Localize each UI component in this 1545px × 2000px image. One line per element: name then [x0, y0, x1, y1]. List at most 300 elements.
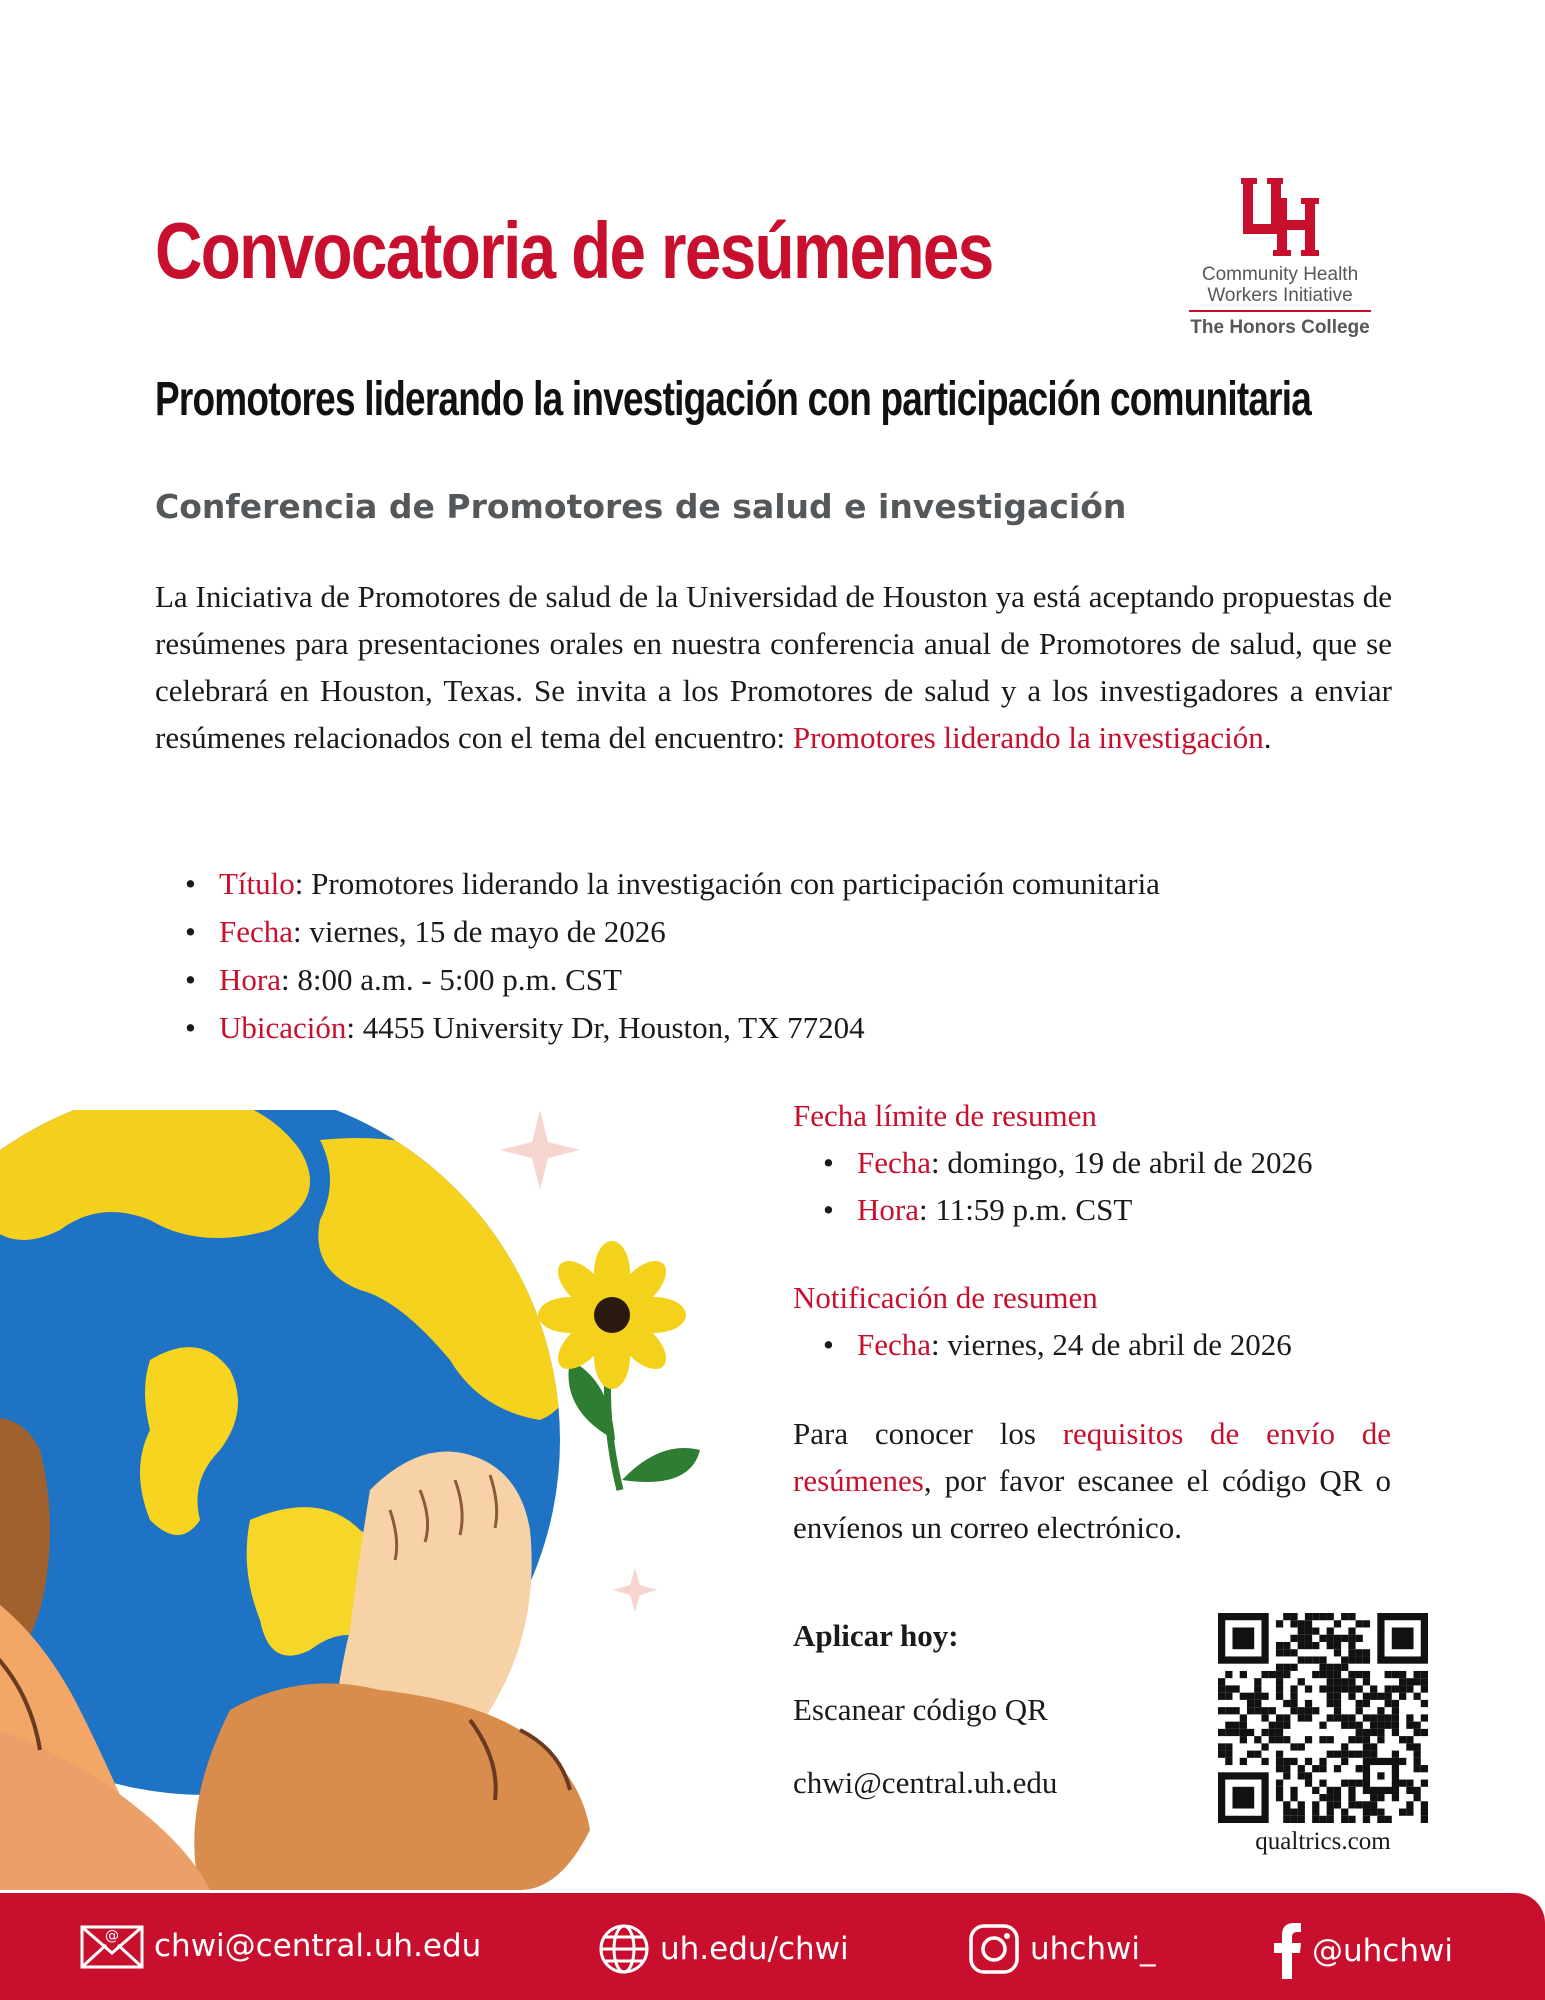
- qr-module: [1363, 1729, 1370, 1736]
- qr-module: [1363, 1649, 1370, 1656]
- uh-logo: [1180, 178, 1380, 339]
- qr-module: [1305, 1627, 1312, 1634]
- qr-module: [1370, 1751, 1377, 1758]
- qr-module: [1319, 1722, 1326, 1729]
- qr-module: [1225, 1758, 1232, 1765]
- qr-module: [1399, 1685, 1406, 1692]
- qr-module: [1377, 1794, 1384, 1801]
- svg-text:@: @: [105, 1928, 119, 1944]
- qr-code[interactable]: [1218, 1613, 1428, 1823]
- qr-module: [1283, 1736, 1290, 1743]
- qr-module: [1240, 1758, 1247, 1765]
- qr-module: [1298, 1678, 1305, 1685]
- qr-module: [1261, 1729, 1268, 1736]
- qr-module: [1334, 1649, 1341, 1656]
- qr-module: [1363, 1743, 1370, 1750]
- qr-module: [1363, 1656, 1370, 1663]
- qr-module: [1319, 1765, 1326, 1772]
- qr-module: [1327, 1787, 1334, 1794]
- qr-module: [1348, 1736, 1355, 1743]
- qr-module: [1334, 1685, 1341, 1692]
- qr-module: [1327, 1664, 1334, 1671]
- qr-module: [1290, 1613, 1297, 1620]
- qr-module: [1341, 1816, 1348, 1823]
- qr-module: [1334, 1635, 1341, 1642]
- detail-value: : viernes, 15 de mayo de 2026: [293, 914, 666, 949]
- qr-module: [1319, 1758, 1326, 1765]
- qr-module: [1385, 1714, 1392, 1721]
- detail-label: Hora: [857, 1192, 919, 1227]
- qr-module: [1290, 1816, 1297, 1823]
- qr-module: [1406, 1714, 1413, 1721]
- qr-module: [1385, 1671, 1392, 1678]
- qr-module: [1240, 1671, 1247, 1678]
- qr-module: [1348, 1794, 1355, 1801]
- qr-module: [1327, 1801, 1334, 1808]
- footer-bar: [0, 1893, 1545, 2000]
- page-title: Convocatoria de resúmenes: [155, 206, 993, 295]
- globe-hands-illustration: [0, 1110, 720, 1890]
- qr-module: [1254, 1678, 1261, 1685]
- detail-label: Fecha: [857, 1145, 932, 1180]
- qr-module: [1356, 1656, 1363, 1663]
- qr-module: [1399, 1809, 1406, 1816]
- qr-module: [1276, 1722, 1283, 1729]
- detail-label: Fecha: [857, 1327, 932, 1362]
- qr-module: [1377, 1707, 1384, 1714]
- qr-module: [1421, 1801, 1428, 1808]
- qr-module: [1348, 1656, 1355, 1663]
- qr-module: [1298, 1635, 1305, 1642]
- qr-module: [1370, 1794, 1377, 1801]
- qr-module: [1421, 1685, 1428, 1692]
- qr-module: [1341, 1714, 1348, 1721]
- qr-module: [1327, 1794, 1334, 1801]
- qr-module: [1348, 1751, 1355, 1758]
- qr-module: [1414, 1751, 1421, 1758]
- qr-module: [1399, 1671, 1406, 1678]
- qr-module: [1269, 1671, 1276, 1678]
- qr-module: [1385, 1700, 1392, 1707]
- facebook-icon: [1272, 1923, 1302, 1979]
- qr-module: [1305, 1656, 1312, 1663]
- contact-email[interactable]: chwi@central.uh.edu: [793, 1765, 1058, 1800]
- qr-module: [1312, 1809, 1319, 1816]
- qr-module: [1290, 1649, 1297, 1656]
- qr-module: [1283, 1772, 1290, 1779]
- qr-module: [1276, 1671, 1283, 1678]
- qr-module: [1225, 1707, 1232, 1714]
- hand-front-tan: [194, 1683, 590, 1890]
- qr-module: [1305, 1707, 1312, 1714]
- qr-module: [1218, 1678, 1225, 1685]
- qr-module: [1298, 1765, 1305, 1772]
- qr-module: [1348, 1801, 1355, 1808]
- qr-module: [1356, 1729, 1363, 1736]
- qr-module: [1370, 1693, 1377, 1700]
- qr-module: [1312, 1787, 1319, 1794]
- requirements-pre: Para conocer los: [793, 1416, 1063, 1451]
- sparkle-icon: [613, 1568, 657, 1612]
- qr-module: [1232, 1722, 1239, 1729]
- qr-module: [1421, 1765, 1428, 1772]
- qr-module: [1421, 1780, 1428, 1787]
- qr-module: [1240, 1714, 1247, 1721]
- qr-module: [1247, 1700, 1254, 1707]
- qr-module: [1298, 1707, 1305, 1714]
- qr-module: [1276, 1736, 1283, 1743]
- qr-module: [1261, 1758, 1268, 1765]
- qr-module: [1348, 1671, 1355, 1678]
- qr-module: [1276, 1693, 1283, 1700]
- qr-module: [1363, 1751, 1370, 1758]
- intro-text: La Iniciativa de Promotores de salud de la Universidad de Houston ya está aceptando propuestas de resúmenes para presentaciones orales en nuestra conferencia anual de Promotores de salud, que se celebrará en Houston, Texas. Se invita a los Promotores de salud y a los investigadores a enviar resúmenes relacionados con el tema del encuentro:: [155, 579, 1392, 755]
- qr-module: [1406, 1743, 1413, 1750]
- qr-module: [1218, 1729, 1225, 1736]
- qr-module: [1240, 1736, 1247, 1743]
- qr-module: [1276, 1780, 1283, 1787]
- qr-module: [1356, 1700, 1363, 1707]
- requirements-post: , por favor escanee el código QR o envíenos un correo electrónico.: [793, 1463, 1391, 1545]
- qr-module: [1218, 1743, 1225, 1750]
- qr-module: [1334, 1671, 1341, 1678]
- qr-module: [1356, 1736, 1363, 1743]
- qr-module: [1298, 1816, 1305, 1823]
- qr-module: [1218, 1751, 1225, 1758]
- qr-module: [1269, 1722, 1276, 1729]
- qr-module: [1377, 1816, 1384, 1823]
- qr-module: [1334, 1714, 1341, 1721]
- qr-module: [1276, 1751, 1283, 1758]
- qr-module: [1305, 1758, 1312, 1765]
- requirements-paragraph: [793, 1410, 1391, 1551]
- qr-caption: qualtrics.com: [1255, 1828, 1391, 1855]
- qr-module: [1283, 1816, 1290, 1823]
- event-details-list: [155, 860, 1160, 1052]
- detail-label: Título: [219, 866, 295, 901]
- flower-icon: [538, 1241, 700, 1490]
- qr-module: [1334, 1794, 1341, 1801]
- footer-email-text: chwi@central.uh.edu: [154, 1928, 482, 1964]
- qr-module: [1290, 1707, 1297, 1714]
- qr-module: [1283, 1671, 1290, 1678]
- qr-module: [1232, 1729, 1239, 1736]
- qr-module: [1298, 1627, 1305, 1634]
- qr-module: [1240, 1693, 1247, 1700]
- qr-module: [1341, 1656, 1348, 1663]
- qr-module: [1414, 1794, 1421, 1801]
- qr-module: [1327, 1642, 1334, 1649]
- qr-module: [1305, 1613, 1312, 1620]
- qr-module: [1392, 1794, 1399, 1801]
- qr-module: [1247, 1693, 1254, 1700]
- qr-module: [1399, 1678, 1406, 1685]
- footer-instagram[interactable]: [968, 1923, 1155, 1975]
- qr-module: [1356, 1780, 1363, 1787]
- qr-module: [1232, 1707, 1239, 1714]
- requirements-link[interactable]: requisitos de envío de resúmenes: [793, 1416, 1391, 1498]
- qr-module: [1327, 1685, 1334, 1692]
- qr-module: [1327, 1809, 1334, 1816]
- sparkle-icon: [500, 1110, 580, 1190]
- list-item: [155, 1004, 1160, 1052]
- qr-module: [1348, 1787, 1355, 1794]
- qr-module: [1327, 1714, 1334, 1721]
- qr-module: [1312, 1801, 1319, 1808]
- qr-module: [1385, 1816, 1392, 1823]
- qr-module: [1363, 1620, 1370, 1627]
- qr-module: [1348, 1635, 1355, 1642]
- qr-module: [1283, 1642, 1290, 1649]
- qr-module: [1225, 1693, 1232, 1700]
- list-item: [793, 1186, 1393, 1233]
- qr-module: [1334, 1693, 1341, 1700]
- qr-module: [1305, 1772, 1312, 1779]
- qr-module: [1348, 1693, 1355, 1700]
- qr-module: [1356, 1765, 1363, 1772]
- qr-module: [1298, 1642, 1305, 1649]
- page-subtitle: Promotores liderando la investigación con participación comunitaria: [155, 373, 1312, 426]
- qr-module: [1232, 1787, 1254, 1809]
- qr-module: [1414, 1743, 1421, 1750]
- qr-module: [1283, 1722, 1290, 1729]
- qr-module: [1305, 1685, 1312, 1692]
- qr-module: [1377, 1693, 1384, 1700]
- qr-module: [1254, 1693, 1261, 1700]
- qr-module: [1218, 1707, 1225, 1714]
- qr-module: [1319, 1736, 1326, 1743]
- qr-module: [1327, 1700, 1334, 1707]
- qr-module: [1254, 1700, 1261, 1707]
- qr-module: [1298, 1714, 1305, 1721]
- qr-module: [1232, 1627, 1254, 1649]
- qr-module: [1392, 1627, 1414, 1649]
- qr-module: [1348, 1627, 1355, 1634]
- qr-module: [1399, 1736, 1406, 1743]
- qr-module: [1283, 1700, 1290, 1707]
- qr-module: [1377, 1729, 1384, 1736]
- qr-module: [1283, 1765, 1290, 1772]
- qr-module: [1348, 1642, 1355, 1649]
- apply-heading: Aplicar hoy:: [793, 1618, 959, 1653]
- footer-facebook[interactable]: [1272, 1923, 1453, 1979]
- qr-module: [1356, 1635, 1363, 1642]
- qr-module: [1341, 1809, 1348, 1816]
- qr-module: [1363, 1736, 1370, 1743]
- qr-module: [1392, 1707, 1399, 1714]
- qr-module: [1356, 1722, 1363, 1729]
- qr-module: [1363, 1801, 1370, 1808]
- qr-module: [1341, 1664, 1348, 1671]
- qr-module: [1406, 1780, 1413, 1787]
- qr-module: [1276, 1794, 1283, 1801]
- notification-heading: Notificación de resumen: [793, 1280, 1098, 1315]
- qr-module: [1327, 1613, 1334, 1620]
- qr-module: [1356, 1649, 1363, 1656]
- list-item: [793, 1321, 1393, 1368]
- qr-module: [1421, 1714, 1428, 1721]
- qr-module: [1414, 1729, 1421, 1736]
- qr-module: [1276, 1620, 1283, 1627]
- qr-module: [1356, 1707, 1363, 1714]
- qr-module: [1276, 1685, 1283, 1692]
- qr-module: [1356, 1620, 1363, 1627]
- qr-module: [1414, 1787, 1421, 1794]
- qr-module: [1377, 1714, 1384, 1721]
- qr-module: [1298, 1809, 1305, 1816]
- qr-module: [1348, 1722, 1355, 1729]
- qr-module: [1414, 1722, 1421, 1729]
- qr-module: [1312, 1627, 1319, 1634]
- qr-module: [1334, 1787, 1341, 1794]
- qr-module: [1370, 1714, 1377, 1721]
- detail-value: : 8:00 a.m. - 5:00 p.m. CST: [280, 962, 622, 997]
- qr-module: [1406, 1685, 1413, 1692]
- qr-module: [1283, 1613, 1290, 1620]
- qr-module: [1247, 1751, 1254, 1758]
- qr-module: [1290, 1794, 1297, 1801]
- intro-paragraph: [155, 573, 1392, 761]
- qr-module: [1232, 1685, 1239, 1692]
- qr-module: [1363, 1671, 1370, 1678]
- qr-module: [1261, 1693, 1268, 1700]
- qr-module: [1414, 1693, 1421, 1700]
- qr-module: [1319, 1816, 1326, 1823]
- qr-module: [1327, 1635, 1334, 1642]
- detail-value: : viernes, 24 de abril de 2026: [931, 1327, 1292, 1362]
- logo-line-1: Community Health: [1201, 264, 1359, 285]
- qr-module: [1283, 1714, 1290, 1721]
- qr-module: [1225, 1729, 1232, 1736]
- qr-module: [1327, 1693, 1334, 1700]
- qr-module: [1377, 1809, 1384, 1816]
- footer-website-text: uh.edu/chwi: [660, 1931, 849, 1967]
- qr-module: [1276, 1729, 1283, 1736]
- qr-module: [1276, 1714, 1283, 1721]
- footer-website[interactable]: [598, 1923, 849, 1975]
- qr-module: [1319, 1794, 1326, 1801]
- qr-module: [1276, 1758, 1283, 1765]
- qr-module: [1348, 1678, 1355, 1685]
- qr-module: [1356, 1685, 1363, 1692]
- instagram-icon: [968, 1923, 1020, 1975]
- qr-module: [1348, 1613, 1355, 1620]
- qr-module: [1305, 1714, 1312, 1721]
- qr-module: [1334, 1678, 1341, 1685]
- qr-module: [1341, 1613, 1348, 1620]
- qr-module: [1240, 1722, 1247, 1729]
- footer-email[interactable]: [80, 1923, 481, 1969]
- qr-module: [1312, 1816, 1319, 1823]
- envelope-icon: [80, 1923, 144, 1969]
- qr-module: [1269, 1729, 1276, 1736]
- qr-module: [1319, 1635, 1326, 1642]
- qr-module: [1334, 1801, 1341, 1808]
- uh-monogram-icon: [1241, 178, 1319, 256]
- qr-module: [1225, 1751, 1232, 1758]
- qr-module: [1290, 1635, 1297, 1642]
- qr-module: [1377, 1736, 1384, 1743]
- qr-module: [1312, 1656, 1319, 1663]
- qr-module: [1261, 1714, 1268, 1721]
- qr-module: [1341, 1780, 1348, 1787]
- qr-module: [1247, 1729, 1254, 1736]
- logo-line-2: Workers Initiative: [1207, 285, 1353, 306]
- qr-module: [1312, 1707, 1319, 1714]
- qr-module: [1392, 1729, 1399, 1736]
- qr-module: [1356, 1751, 1363, 1758]
- qr-module: [1290, 1664, 1297, 1671]
- detail-value: : domingo, 19 de abril de 2026: [931, 1145, 1313, 1180]
- qr-module: [1247, 1707, 1254, 1714]
- detail-label: Ubicación: [219, 1010, 347, 1045]
- qr-module: [1370, 1743, 1377, 1750]
- qr-module: [1406, 1801, 1413, 1808]
- qr-module: [1370, 1722, 1377, 1729]
- qr-module: [1290, 1787, 1297, 1794]
- qr-module: [1421, 1729, 1428, 1736]
- qr-module: [1254, 1751, 1261, 1758]
- qr-module: [1392, 1714, 1399, 1721]
- qr-module: [1348, 1816, 1355, 1823]
- qr-module: [1327, 1627, 1334, 1634]
- qr-module: [1341, 1758, 1348, 1765]
- qr-module: [1334, 1765, 1341, 1772]
- logo-divider: [1189, 310, 1371, 312]
- qr-module: [1290, 1620, 1297, 1627]
- deadline-heading: Fecha límite de resumen: [793, 1098, 1097, 1133]
- qr-module: [1421, 1809, 1428, 1816]
- qr-module: [1421, 1671, 1428, 1678]
- qr-module: [1276, 1649, 1283, 1656]
- qr-module: [1254, 1685, 1261, 1692]
- qr-module: [1392, 1751, 1399, 1758]
- qr-module: [1290, 1743, 1297, 1750]
- qr-module: [1327, 1671, 1334, 1678]
- qr-module: [1305, 1642, 1312, 1649]
- qr-module: [1319, 1664, 1326, 1671]
- qr-module: [1261, 1707, 1268, 1714]
- qr-module: [1254, 1736, 1261, 1743]
- qr-module: [1334, 1664, 1341, 1671]
- qr-module: [1414, 1678, 1421, 1685]
- qr-module: [1370, 1685, 1377, 1692]
- intro-theme: Promotores liderando la investigación: [792, 720, 1264, 755]
- qr-module: [1305, 1635, 1312, 1642]
- qr-module: [1319, 1780, 1326, 1787]
- qr-module: [1298, 1743, 1305, 1750]
- qr-module: [1392, 1700, 1399, 1707]
- qr-module: [1327, 1751, 1334, 1758]
- qr-module: [1406, 1809, 1413, 1816]
- qr-module: [1385, 1693, 1392, 1700]
- qr-module: [1283, 1758, 1290, 1765]
- list-item: [793, 1139, 1393, 1186]
- qr-module: [1356, 1671, 1363, 1678]
- qr-module: [1305, 1620, 1312, 1627]
- qr-module: [1385, 1685, 1392, 1692]
- qr-module: [1370, 1801, 1377, 1808]
- qr-module: [1341, 1635, 1348, 1642]
- qr-module: [1269, 1707, 1276, 1714]
- qr-module: [1363, 1693, 1370, 1700]
- qr-module: [1290, 1758, 1297, 1765]
- qr-module: [1370, 1729, 1377, 1736]
- qr-module: [1341, 1678, 1348, 1685]
- qr-module: [1406, 1736, 1413, 1743]
- qr-module: [1305, 1780, 1312, 1787]
- qr-module: [1283, 1801, 1290, 1808]
